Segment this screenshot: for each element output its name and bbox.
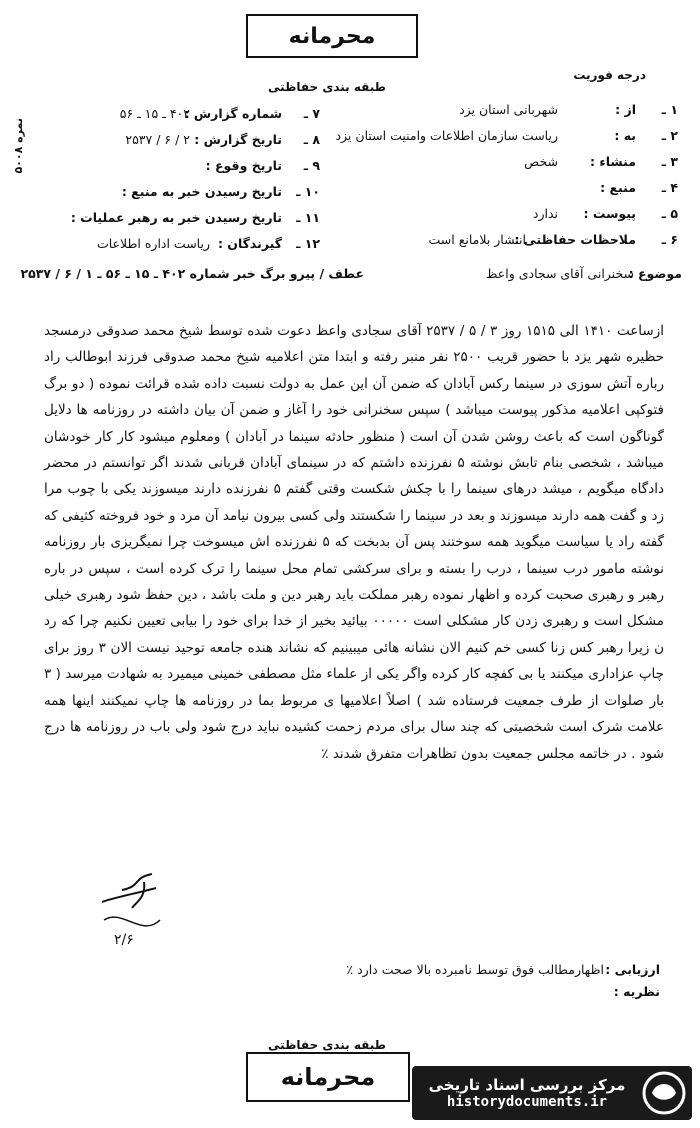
confidential-stamp-bottom: محرمانه [246, 1052, 410, 1102]
archive-watermark [412, 1066, 692, 1120]
subject-reference: عطف / پیرو برگ خبر شماره ۴۰۲ ـ ۱۵ ـ ۵۶ ـ ۱ / ۶ / ۲۵۳۷ [20, 265, 364, 281]
report-body: ازساعت ۱۴۱۰ الی ۱۵۱۵ روز ۳ / ۵ / ۲۵۳۷ آقای سجادی واعظ دعوت شده توسط شیخ محمد صدوقی درمسجد حظیره شهر یزد با حضور قریب ۲۵۰۰ نفر منبر رفته و ابتدا متن اعلامیه شیخ محمد صدوقی فرزند ابوطالب راد رباره آتش سوزی در سینما رکس آبادان که ضمن آن این عمل به دولت نسبت داده شده قرائت نموده ( دو برگ فتوکپی اعلامیه مذکور پیوست میباشد ) سپس سخنرانی خود را آغاز و ضمن آن بیان داشته در روزنامه ها دلایل گوناگون است که باعث روشن شدن آن است ( منظور حادثه سینما در آبادان ) ومعلوم میشود کار کار خودشان میباشد ، شخصی بنام تابش نوشته ۵ نفرزنده داشتم که در سینمای آبادان قربانی شدند اگر توانستم در محضر دادگاه میگویم ، میشد درهای سینما را با چکش شکست وقتی گفتم ۵ نفرزنده دارند میسوزند یکی با چوب مرا زد و گفت همه دارند میسوزند و بعد در سینما را شکستند ولی کسی بیرون نیامد آن مرد و خود فروخته کثیفی که گفته راد یا سیاست میگوید همه سوختند پس آن بدبخت که ۵ نفرزنده اش میسوخت چرا نمیگریزی بار روزنامه نوشته مامور درب سینما ، درب را بسته و برای سرکشی تمام محل سینما را ترک کرده است ، سپس در باره رهبر و رهبری صحبت کرده و اظهار نموده رهبر مملکت باید رهبر دین و ملت باشد ، دین حفظ شود رهبری خیلی مشکل است و رهبری زدن کار مشکلی است ۰۰۰۰۰ بیائید بخیر از خدا برای خود را بیابی تعیین نکنیم چرا که رد ن زیرا رهبر کس زنا کسی خم کنیم الان نشانه هائی میبینیم که نشاند هنده جامعه توحید نیست الان ۳ روز برای چاپ عزاداری میکنند یا بی کفچه کار کرده واگر یکی از علماء مثل مصطفی خمینی میمیرد به شهادت میرسد ( ۳ بار صلوات از طرف جمعیت فرستاده شد ) اصلاً اعلامیها ی مربوط بما در روزنامه ها چاپ نمیکنند اینها همه علامت شرک است شخصیتی که چند سال برای مردم زحمت کشیده نباید درج شود ولی باب در روزنامه ها درج شود . در خاتمه مجلس جمعیت بدون تظاهرات متفرق شدند ٪ [44, 323, 665, 762]
opinion-label: نظریه : [613, 983, 660, 999]
signature-date: ۲/۶ [114, 932, 134, 948]
field-number: ۱ ـ [661, 101, 678, 117]
header-fields-right [335, 96, 678, 252]
field-label: منشاء : [590, 153, 636, 169]
evaluation-label: ارزیابی : [605, 961, 660, 977]
field-value: شهربانی استان یزد [459, 101, 558, 117]
field-number: ۳ ـ [661, 153, 678, 169]
field-label: منبع : [600, 179, 636, 195]
opinion-row [240, 980, 660, 1002]
field-label: تاریخ گزارش : [194, 131, 282, 147]
watermark-url: historydocuments.ir [446, 1094, 608, 1110]
subject-line [20, 262, 682, 284]
field-row [30, 178, 320, 204]
field-number: ۱۱ ـ [296, 209, 320, 225]
field-row [30, 230, 320, 256]
header-fields-left [30, 100, 320, 256]
field-label: از : [615, 101, 636, 117]
field-label: تاریخ رسیدن خبر به رهبر عملیات : [70, 209, 282, 225]
field-row [338, 226, 678, 252]
field-label: تاریخ وقوع : [205, 157, 282, 173]
field-row [30, 152, 320, 178]
field-row [338, 148, 678, 174]
field-value: ریاست سازمان اطلاعات وامنیت استان یزد [335, 127, 558, 143]
field-row [30, 204, 320, 230]
field-number: ۸ ـ [303, 131, 320, 147]
confidential-stamp-top: محرمانه [246, 14, 418, 58]
security-classification-bottom: طبقه بندی حفاظتی [268, 1038, 386, 1052]
field-row [335, 122, 678, 148]
subject-value: سخنرانی آقای سجادی واعظ [485, 265, 634, 281]
field-label: گیرندگان : [217, 235, 282, 251]
field-value: شخص [524, 153, 558, 169]
field-row [338, 96, 678, 122]
field-value: ۲ / ۶ / ۲۵۳۷ [125, 131, 190, 147]
field-number: ۲ ـ [661, 127, 678, 143]
security-classification-top: طبقه بندی حفاظتی [268, 80, 386, 94]
field-number: ۱۲ ـ [296, 235, 320, 251]
evaluation-row [240, 958, 660, 980]
handwritten-signature [92, 868, 172, 948]
field-label: ملاحظات حفاظتی : [514, 231, 636, 247]
field-label: شماره گزارش : [184, 105, 282, 121]
field-value: ۴۰۲ ـ ۱۵ ـ ۵۶ [119, 105, 190, 121]
archive-logo-icon [642, 1071, 686, 1115]
field-number: ۷ ـ [303, 105, 320, 121]
field-number: ۱۰ ـ [296, 183, 320, 199]
field-number: ۴ ـ [661, 179, 678, 195]
field-row [30, 100, 320, 126]
field-value: انتشار بلامانع است [428, 231, 526, 247]
evaluation-block [240, 958, 660, 1002]
field-value: ندارد [532, 205, 558, 221]
field-number: ۹ ـ [303, 157, 320, 173]
field-number: ۶ ـ [661, 231, 678, 247]
urgency-label: درجه فوریت [573, 68, 646, 82]
watermark-title: مرکز بررسی اسناد تاریخی [428, 1076, 626, 1094]
vertical-reference-code: نمره ۵۰۰۸ [12, 118, 25, 174]
field-row [338, 174, 678, 200]
field-label: به : [614, 127, 636, 143]
field-row [338, 200, 678, 226]
field-number: ۵ ـ [661, 205, 678, 221]
subject-label: موضوع : [628, 265, 682, 281]
field-row [30, 126, 320, 152]
field-label: تاریخ رسیدن خبر به منبع : [121, 183, 282, 199]
field-label: پیوست : [583, 205, 636, 221]
evaluation-value: اظهارمطالب فوق توسط نامبرده بالا صحت دارد ٪ [346, 961, 604, 977]
watermark-text [412, 1076, 642, 1110]
field-value: ریاست اداره اطلاعات [96, 235, 210, 251]
